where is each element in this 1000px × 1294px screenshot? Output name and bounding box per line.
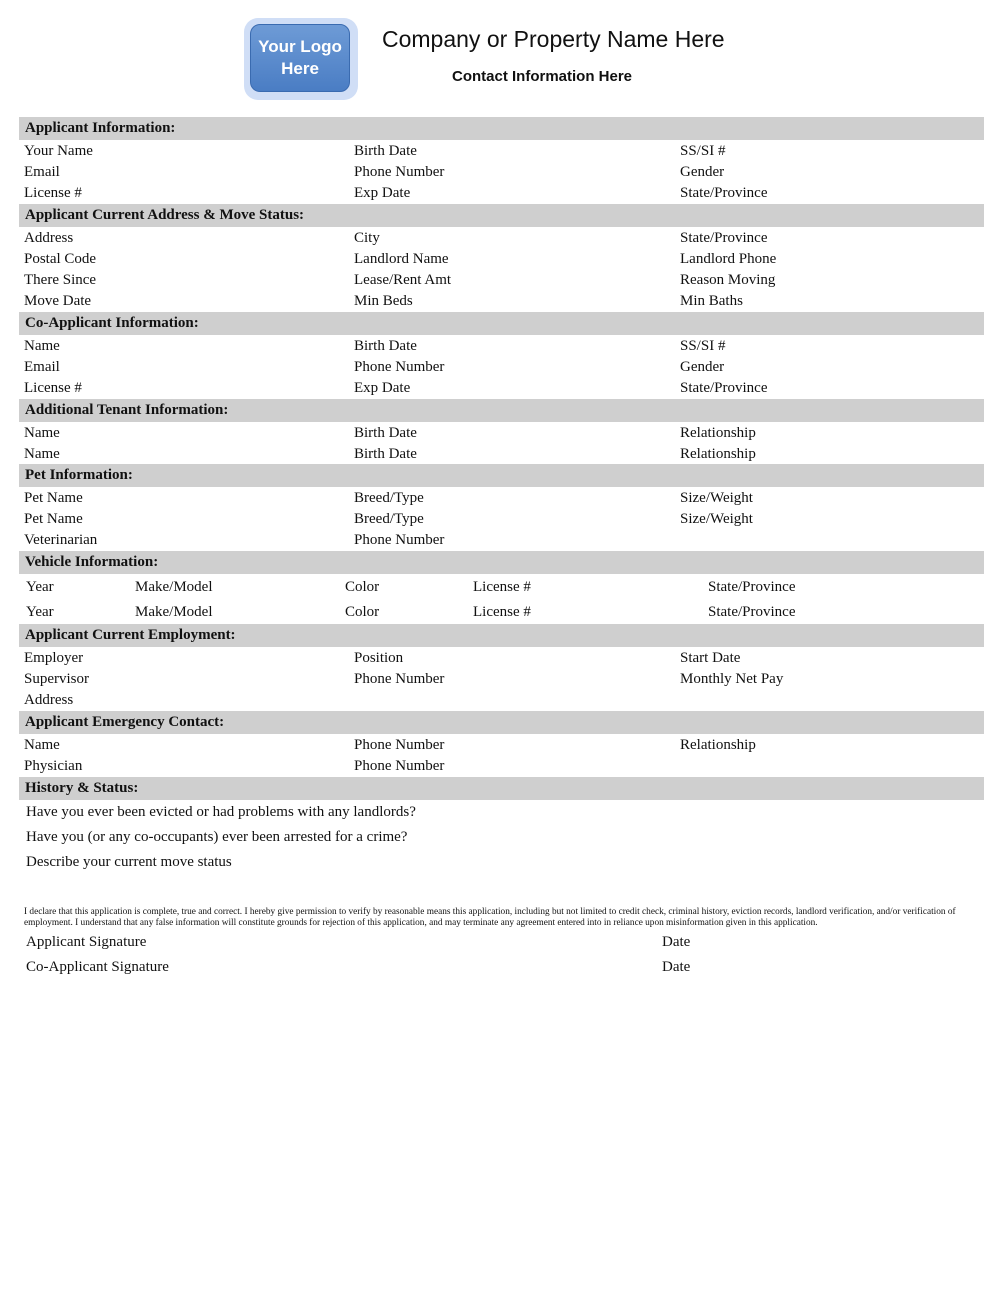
field-breed-type[interactable]: Breed/Type <box>354 490 424 506</box>
field-license[interactable]: License # <box>473 604 531 620</box>
field-birth-date[interactable]: Birth Date <box>354 143 417 159</box>
question-arrested[interactable]: Have you (or any co-occupants) ever been arrested for a crime? <box>26 829 408 845</box>
applicant-signature-date[interactable]: Date <box>662 934 691 950</box>
field-supervisor[interactable]: Supervisor <box>24 671 89 687</box>
field-pet-name[interactable]: Pet Name <box>24 490 83 506</box>
question-move-status[interactable]: Describe your current move status <box>26 854 232 870</box>
section-applicant-header: Applicant Information: <box>19 117 984 140</box>
section-tenant-header: Additional Tenant Information: <box>19 399 984 422</box>
field-move-date[interactable]: Move Date <box>24 293 92 309</box>
field-phone-number[interactable]: Phone Number <box>354 758 445 774</box>
field-state-province[interactable]: State/Province <box>708 579 796 595</box>
coapplicant-signature-date[interactable]: Date <box>662 959 691 975</box>
field-your-name[interactable]: Your Name <box>24 143 93 159</box>
field-ss-si[interactable]: SS/SI # <box>680 143 726 159</box>
field-relationship[interactable]: Relationship <box>680 737 756 753</box>
section-address-header: Applicant Current Address & Move Status: <box>19 204 984 227</box>
field-size-weight[interactable]: Size/Weight <box>680 490 753 506</box>
field-landlord-phone[interactable]: Landlord Phone <box>680 251 777 267</box>
field-year[interactable]: Year <box>26 604 54 620</box>
field-relationship[interactable]: Relationship <box>680 425 756 441</box>
section-emergency-header: Applicant Emergency Contact: <box>19 711 984 734</box>
field-there-since[interactable]: There Since <box>24 272 97 288</box>
field-state-province[interactable]: State/Province <box>680 185 768 201</box>
field-phone-number[interactable]: Phone Number <box>354 532 445 548</box>
field-size-weight[interactable]: Size/Weight <box>680 511 753 527</box>
company-name: Company or Property Name Here <box>382 26 725 52</box>
field-min-baths[interactable]: Min Baths <box>680 293 743 309</box>
applicant-signature-field[interactable]: Applicant Signature <box>26 934 147 950</box>
field-email[interactable]: Email <box>24 164 60 180</box>
field-gender[interactable]: Gender <box>680 359 725 375</box>
field-address[interactable]: Address <box>24 230 74 246</box>
field-color[interactable]: Color <box>345 604 380 620</box>
coapplicant-signature-field[interactable]: Co-Applicant Signature <box>26 959 169 975</box>
section-employment-header: Applicant Current Employment: <box>19 624 984 647</box>
field-min-beds[interactable]: Min Beds <box>354 293 413 309</box>
declaration-text: I declare that this application is complete, true and correct. I hereby give permission to verify by reasonable means this application, including but not limited to credit check, criminal history, eviction records, landlord verification, and/or verification of employment. I understand that any false information will constitute grounds for rejection of this application, and may terminate any agreement entered into in reliance upon misinformation given in this application. <box>24 907 956 928</box>
section-pet-header: Pet Information: <box>19 464 984 487</box>
field-employer[interactable]: Employer <box>24 650 84 666</box>
field-city[interactable]: City <box>354 230 380 246</box>
field-reason-moving[interactable]: Reason Moving <box>680 272 776 288</box>
field-name[interactable]: Name <box>24 737 60 753</box>
field-name[interactable]: Name <box>24 425 60 441</box>
field-state-province[interactable]: State/Province <box>708 604 796 620</box>
field-state-province[interactable]: State/Province <box>680 230 768 246</box>
section-history-header: History & Status: <box>19 777 984 800</box>
field-phone-number[interactable]: Phone Number <box>354 737 445 753</box>
section-coapplicant-header: Co-Applicant Information: <box>19 312 984 335</box>
field-phone-number[interactable]: Phone Number <box>354 671 445 687</box>
field-make-model[interactable]: Make/Model <box>135 604 213 620</box>
field-phone-number[interactable]: Phone Number <box>354 164 445 180</box>
field-exp-date[interactable]: Exp Date <box>354 185 411 201</box>
field-name[interactable]: Name <box>24 338 60 354</box>
field-ss-si[interactable]: SS/SI # <box>680 338 726 354</box>
field-color[interactable]: Color <box>345 579 380 595</box>
field-license[interactable]: License # <box>24 185 82 201</box>
field-pet-name[interactable]: Pet Name <box>24 511 83 527</box>
field-license[interactable]: License # <box>24 380 82 396</box>
field-landlord-name[interactable]: Landlord Name <box>354 251 449 267</box>
field-make-model[interactable]: Make/Model <box>135 579 213 595</box>
field-physician[interactable]: Physician <box>24 758 83 774</box>
field-exp-date[interactable]: Exp Date <box>354 380 411 396</box>
section-vehicle-header: Vehicle Information: <box>19 551 984 574</box>
field-breed-type[interactable]: Breed/Type <box>354 511 424 527</box>
field-lease-rent-amt[interactable]: Lease/Rent Amt <box>354 272 452 288</box>
field-license[interactable]: License # <box>473 579 531 595</box>
field-state-province[interactable]: State/Province <box>680 380 768 396</box>
field-birth-date[interactable]: Birth Date <box>354 446 417 462</box>
field-address[interactable]: Address <box>24 692 74 708</box>
field-start-date[interactable]: Start Date <box>680 650 741 666</box>
field-position[interactable]: Position <box>354 650 404 666</box>
field-birth-date[interactable]: Birth Date <box>354 425 417 441</box>
field-birth-date[interactable]: Birth Date <box>354 338 417 354</box>
field-gender[interactable]: Gender <box>680 164 725 180</box>
contact-info: Contact Information Here <box>452 68 633 85</box>
field-year[interactable]: Year <box>26 579 54 595</box>
logo-text: Your Logo Here <box>250 24 350 92</box>
field-postal-code[interactable]: Postal Code <box>24 251 97 267</box>
field-monthly-net-pay[interactable]: Monthly Net Pay <box>680 671 784 687</box>
field-phone-number[interactable]: Phone Number <box>354 359 445 375</box>
question-evicted[interactable]: Have you ever been evicted or had problems with any landlords? <box>26 804 416 820</box>
field-name[interactable]: Name <box>24 446 60 462</box>
field-relationship[interactable]: Relationship <box>680 446 756 462</box>
field-email[interactable]: Email <box>24 359 60 375</box>
logo <box>244 18 358 100</box>
field-veterinarian[interactable]: Veterinarian <box>24 532 98 548</box>
